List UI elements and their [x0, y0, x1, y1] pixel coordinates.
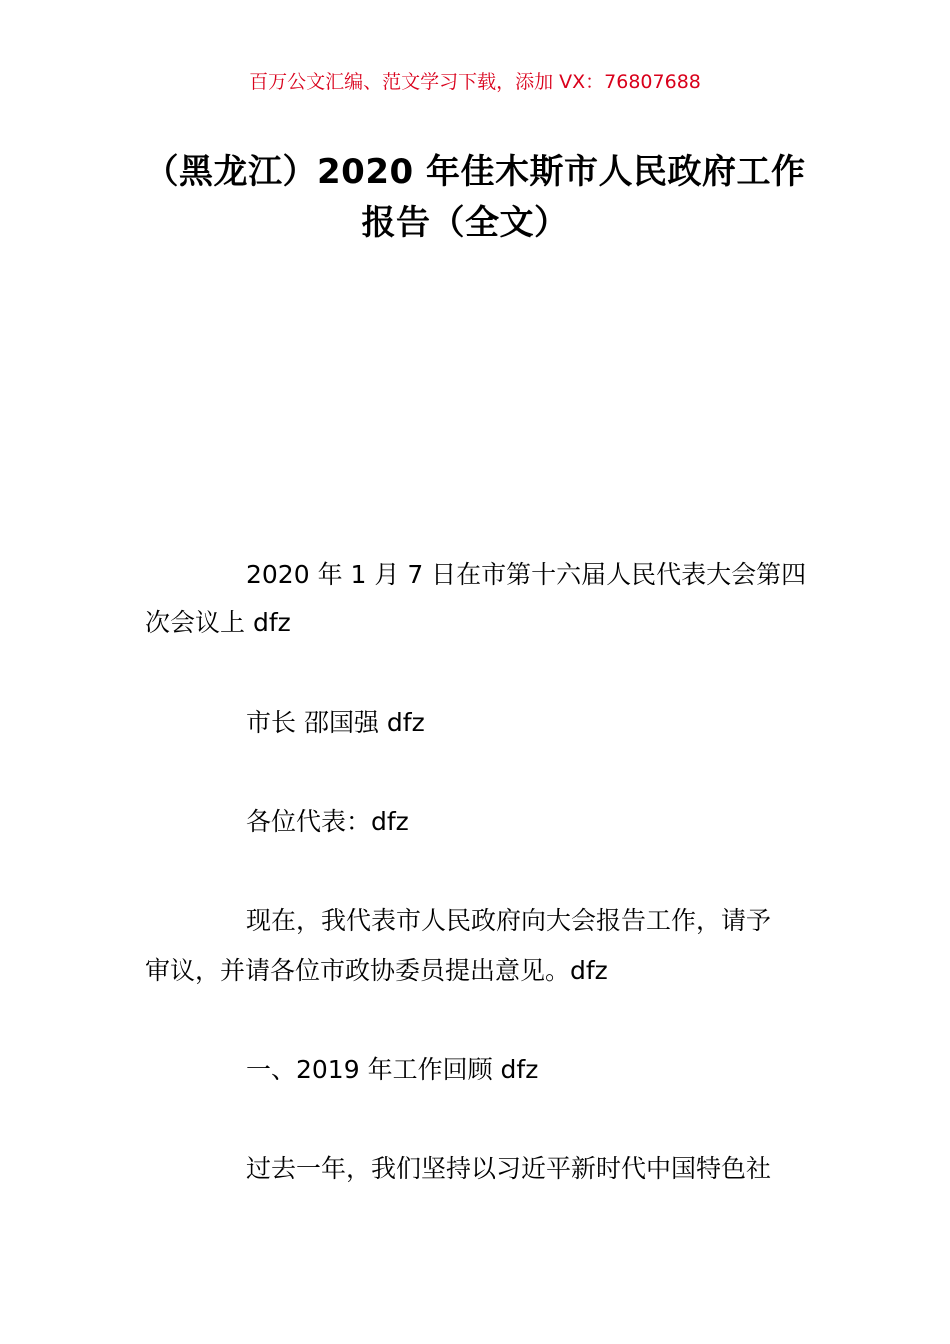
paragraph-line: 各位代表：dfz: [246, 807, 409, 836]
paragraph-line: 审议，并请各位市政协委员提出意见。dfz: [145, 956, 608, 985]
document-title-line-2: 报告（全文）: [361, 203, 569, 243]
paragraph-line: 2020 年 1 月 7 日在市第十六届人民代表大会第四: [246, 560, 807, 589]
paragraph-line: 次会议上 dfz: [145, 608, 291, 637]
paragraph-line: 现在，我代表市人民政府向大会报告工作，请予: [246, 906, 772, 935]
document-title-line-1: （黑龙江）2020 年佳木斯市人民政府工作: [144, 152, 806, 192]
section-heading: 一、2019 年工作回顾 dfz: [246, 1055, 539, 1084]
paragraph-line: 市长 邵国强 dfz: [246, 708, 425, 737]
paragraph-line: 过去一年，我们坚持以习近平新时代中国特色社: [246, 1154, 772, 1183]
promo-header-text: 百万公文汇编、范文学习下载，添加 VX：76807688: [249, 71, 701, 93]
